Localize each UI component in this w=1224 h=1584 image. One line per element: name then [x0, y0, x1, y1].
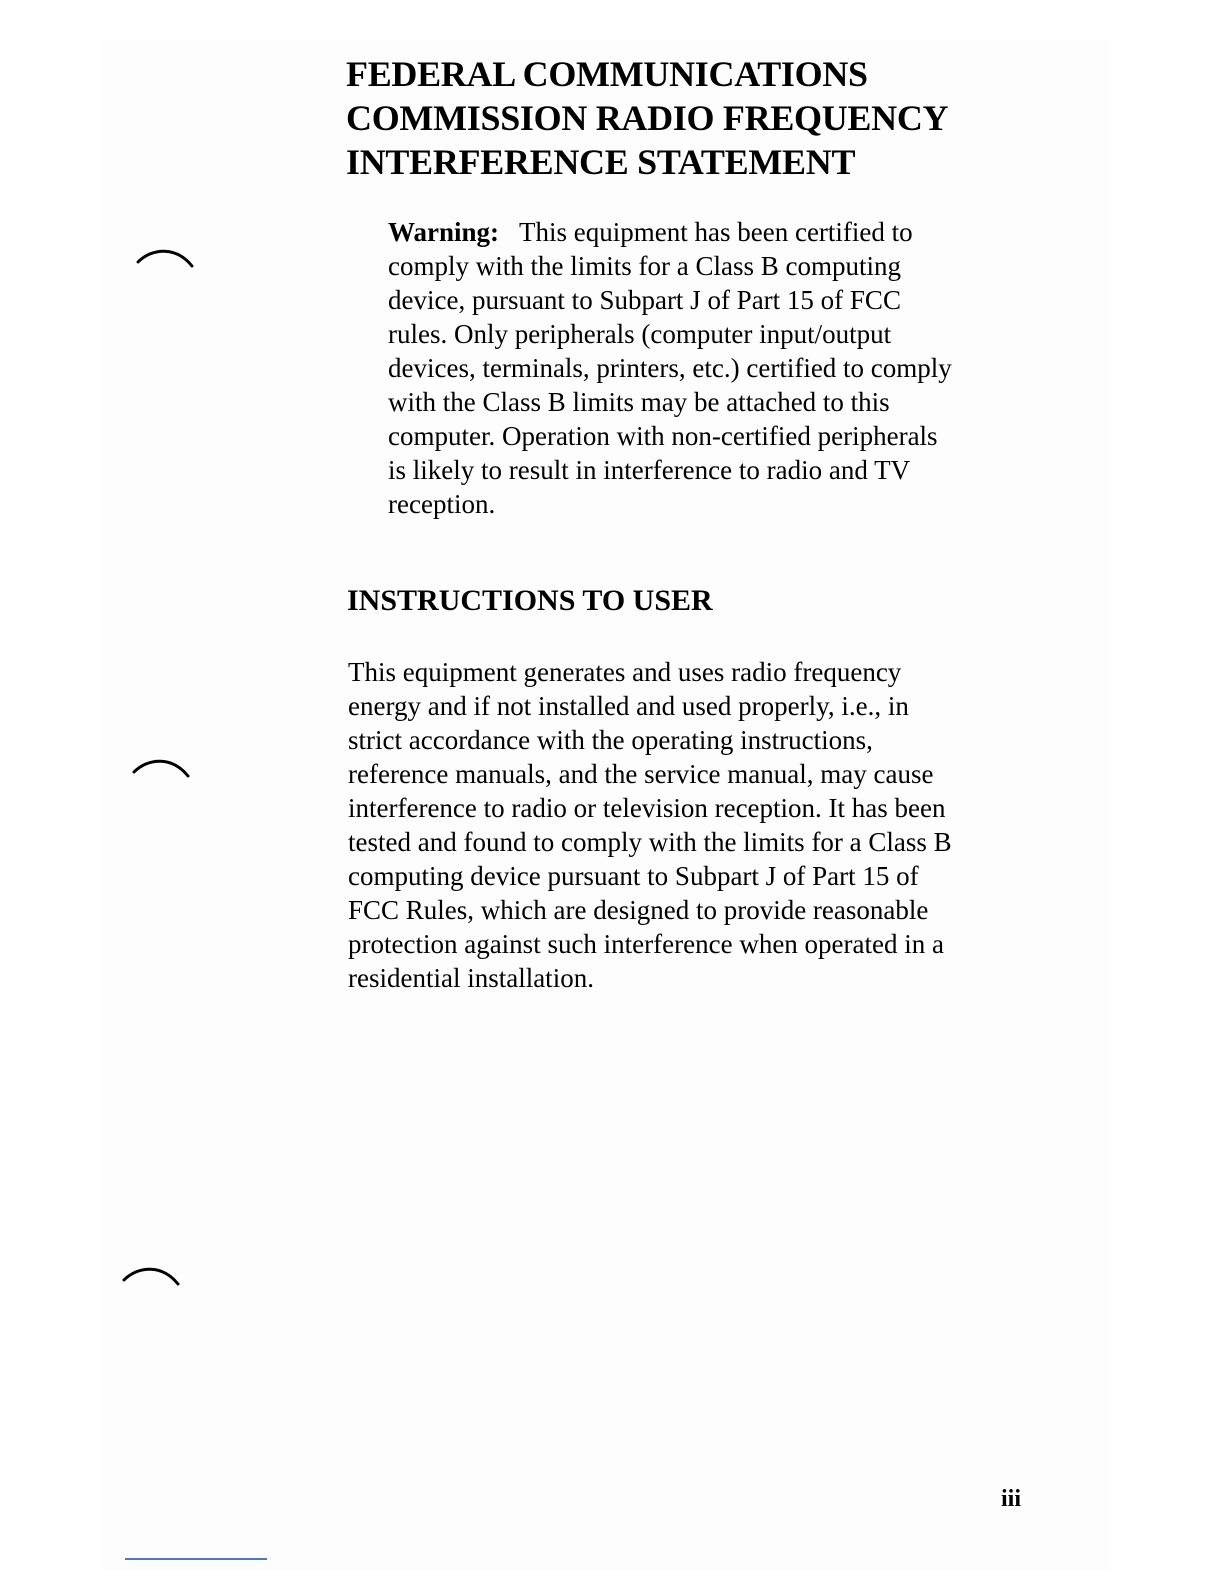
warning-text-line: reception. [388, 489, 496, 519]
instructions-text-line: tested and found to comply with the limits for a Class B [348, 827, 952, 857]
instructions-text-line: computing device pursuant to Subpart J of Part 15 of [348, 861, 919, 891]
instructions-text-line: energy and if not installed and used properly, i.e., in [348, 691, 909, 721]
instructions-text-line: strict accordance with the operating instructions, [348, 725, 873, 755]
instructions-text-line: residential installation. [348, 963, 594, 993]
warning-text-line: This equipment has been certified to [519, 217, 913, 247]
binder-hole-mark-bottom [120, 1260, 182, 1300]
page-title [346, 52, 1086, 184]
warning-text-line: devices, terminals, printers, etc.) certified to comply [388, 353, 952, 383]
page-number: iii [1001, 1486, 1022, 1512]
binder-hole-mark-top [134, 242, 196, 282]
instructions-paragraph [348, 655, 1068, 995]
instructions-heading: INSTRUCTIONS TO USER [347, 584, 713, 617]
warning-text-line: with the Class B limits may be attached to this [388, 387, 890, 417]
warning-text-line: device, pursuant to Subpart J of Part 15 of FCC [388, 285, 901, 315]
warning-text-line: comply with the limits for a Class B computing [388, 251, 901, 281]
warning-label: Warning: [388, 217, 500, 247]
title-line: FEDERAL COMMUNICATIONS [346, 54, 868, 94]
title-line: INTERFERENCE STATEMENT [346, 142, 856, 182]
binder-hole-mark-middle [130, 752, 192, 792]
instructions-text-line: protection against such interference when operated in a [348, 929, 944, 959]
warning-text-line: rules. Only peripherals (computer input/output [388, 319, 892, 349]
title-line: COMMISSION RADIO FREQUENCY [346, 98, 949, 138]
instructions-text-line: FCC Rules, which are designed to provide reasonable [348, 895, 929, 925]
warning-first-line [388, 215, 1048, 249]
warning-paragraph [388, 215, 1048, 521]
instructions-text-line: This equipment generates and uses radio frequency [348, 657, 902, 687]
instructions-text-line: interference to radio or television reception. It has been [348, 793, 946, 823]
warning-text-line: is likely to result in interference to radio and TV [388, 455, 911, 485]
instructions-text-line: reference manuals, and the service manual, may cause [348, 759, 934, 789]
bottom-divider [125, 1558, 267, 1560]
warning-text-line: computer. Operation with non-certified peripherals [388, 421, 938, 451]
